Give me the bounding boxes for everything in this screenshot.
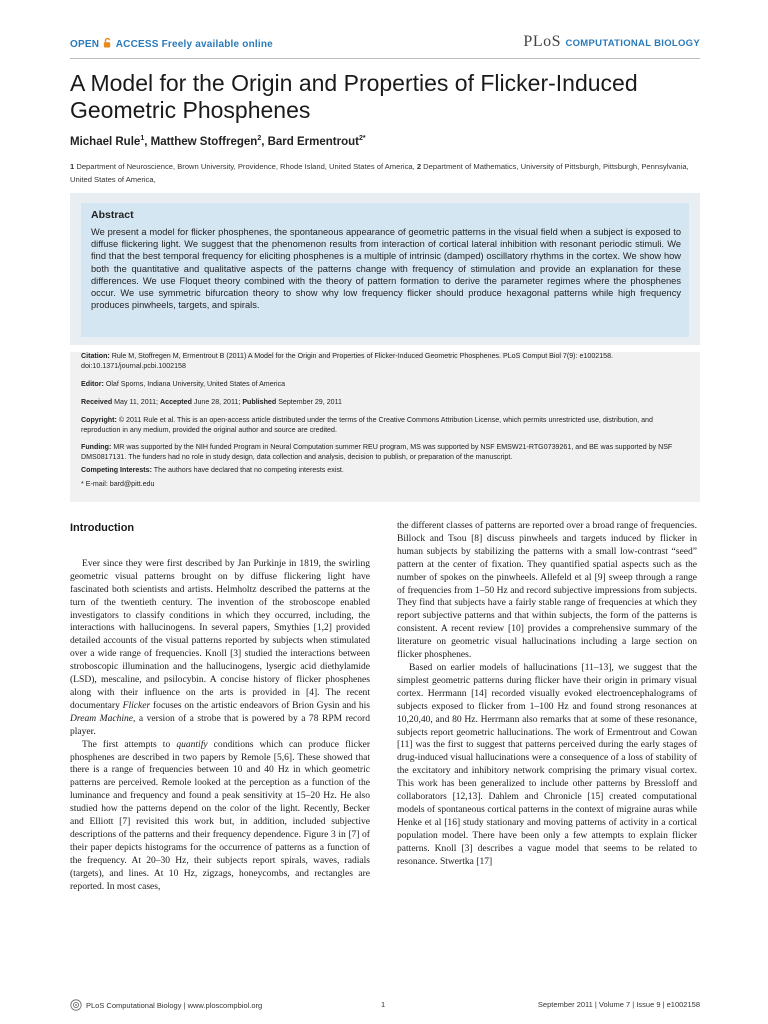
footer-issue-info: September 2011 | Volume 7 | Issue 9 | e1002158 [537, 1000, 700, 1009]
accepted-label: Accepted [160, 397, 192, 406]
citation-label: Citation: [81, 352, 110, 360]
affiliation-number: 1 [70, 162, 75, 171]
paragraph-text: Ever since they were first described by Jan Purkinje in 1819, the swirling geometric visual patterns brought on by diffuse flickering light have fascinated both scientists and artists. Helmholtz described the patterns at the turn of the twentieth century. The invention of the stroboscope enabled investigators to classify conditions in which they occurred, including, the interactions with hallucinogens. In several papers, Smythies [1,2] provided detailed accounts of the visual patterns reported by subjects when stimulated over a wide range of frequencies. Knoll [3] studied the interactions between stroboscopic illumination and the hallucinogens, lysergic acid diethylamide (LSD), mescaline, and psilocybin. A concise history of flicker phosphenes along with their influence on the arts is provided in [4]. The recent documentary [70, 557, 370, 711]
author-affiliation-mark: 2 [257, 135, 262, 142]
paragraph-text: The first attempts to [82, 738, 177, 750]
competing-interests-label: Competing Interests: [81, 466, 152, 475]
abstract-box [70, 193, 700, 345]
funding-text: MR was supported by the NIH funded Program in Neural Computation summer REU program, MS was supported by NSF EMSW21-RTG0739261, and BE was supported by NSF DMS0817131. The funders had no role in study design, data collection and analysis, decision to publish, or preparation of the manuscript. [81, 443, 673, 462]
published-label: Published [242, 397, 277, 406]
accepted-date: June 28, 2011; [191, 397, 243, 406]
body-paragraph: the different classes of patterns are reported over a broad range of frequencies. Billock and Tsou [8] discuss pinwheels and targets induced by flicker in human subjects by stabilizing the patterns with a small low-contrast “seed” pattern at the center of fixation. They quantified spatial aspects such as the number of spokes on the pinwheels. Allefeld et al [9] sweep through a range of frequencies from 1–50 Hz and record subjective impressions from subjects. They find that subjects have a fairly stable range of frequencies at which they report subjective patterns and that within subjects, the form of the patterns is consistent. A recent review [10] provides a comprehensive summary of the literature on geometric visual hallucinations including a large section on flicker phosphenes. [397, 520, 697, 661]
editor-label: Editor: [81, 379, 104, 388]
affiliation-text: Department of Neuroscience, Brown University, Providence, Rhode Island, United States of America, [74, 162, 417, 171]
abstract-panel [81, 203, 689, 337]
abstract-heading: Abstract [91, 209, 134, 221]
author-name: Matthew Stoffregen [150, 135, 258, 148]
author-list: Michael Rule$^1$, Matthew Stoffregen$^2$, Bard Ermentrout$^{2*}$ [70, 135, 366, 148]
journal-logo [523, 33, 700, 51]
body-paragraph: Based on earlier models of hallucinations [11–13], we suggest that the simplest geometric patterns during flicker have their origin in primary visual cortex. Herrmann [14] recorded visually evoked electroencephalograms of subjects exposed to flicker from 1–100 Hz and found strong resonances at 10,20,40, and 80 Hz. Herrmann also remarks that at some of these resonance, subjects report geometric hallucinations. The work of Ermentrout and Cowan [11] was the first to suggest that patterns perceived during the early stages of drug-induced visual hallucinations were a consequence of a loss of stability of the excitatory and inhibitory network comprising the primary visual cortex. This work has been generalized to include other patterns by Bressloff and collaborators [12,13]. Dahlem and Chronicle [15] created computational models of spontaneous cortical patterns in the context of migraine auras while Henke et al [16] study stationary and moving patterns of activity in a cortical population model. There have been only a few attempts to explain flicker patterns. Knoll [3] describes a vague model that seems to be related to resonance. Stwertka [17] [397, 661, 697, 867]
footer-journal [70, 999, 262, 1011]
page-footer [70, 999, 700, 1013]
affiliation-number: 2 [416, 162, 422, 171]
paper-title: A Model for the Origin and Properties of Flicker-Induced Geometric Phosphenes [70, 70, 638, 123]
journal-header [70, 32, 700, 56]
section-heading-introduction: Introduction [70, 522, 135, 534]
open-lock-icon [103, 38, 112, 48]
open-access-prefix: OPEN [70, 39, 100, 50]
plos-logo-icon [70, 999, 82, 1011]
author-affiliation-mark: 2* [358, 135, 366, 142]
published-date: September 29, 2011 [276, 397, 342, 406]
affiliation-text: Department of Mathematics, University of Pittsburgh, Pittsburgh, Pennsylvania, United States of America, [70, 162, 689, 184]
received-date: May 11, 2011; [112, 397, 161, 406]
body-column-left [70, 522, 370, 893]
page-number: 1 [381, 1000, 386, 1009]
italic-term: Flicker [122, 699, 151, 711]
affiliations [70, 160, 702, 186]
author-affiliation-mark: 1 [140, 135, 145, 142]
journal-plos: PLoS [523, 33, 561, 50]
paragraph-text: conditions which can produce flicker phosphenes are described in two papers by Remole [5,6]. These showed that there is a range of frequencies between 10 and 40 Hz in which geometric patterns are perceived. Remole looked at the perception as a function of the luminance and frequency and found a peak sensitivity at 15–20 Hz. He also studied how the patterns depend on the color of the light. Recently, Becker and Elliott [7] revisited this work but, in addition, included subjective descriptions of the patterns and their frequency dependence. Figure 3 in [7] of their paper depicts histograms for the occurrence of patterns as a function of the frequency. At 20–30 Hz, their subjects report spirals, waves, radials (targets), and lines. At 10 Hz, zigzags, honeycombs, and rectangles are reported. In most cases, [70, 738, 371, 892]
copyright-text: © 2011 Rule et al. This is an open-access article distributed under the terms of the Creative Commons Attribution License, which permits unrestricted use, distribution, and reproduction in any medium, provided the original author and source are credited. [81, 415, 653, 434]
contact-email[interactable]: * E-mail: bard@pitt.edu [81, 480, 155, 489]
editor-text: Olaf Sporns, Indiana University, United States of America [103, 379, 286, 388]
received-label: Received [81, 397, 113, 406]
open-access-suffix: ACCESS Freely available online [115, 39, 273, 50]
journal-name: COMPUTATIONAL BIOLOGY [565, 38, 700, 49]
citation-text: Rule M, Stoffregen M, Ermentrout B (2011) A Model for the Origin and Properties of Flicker-Induced Geometric Phosphenes. PLoS Comput Biol 7(9): e1002158. doi:10.1371/journal.pcbi.1002158 [81, 352, 614, 370]
header-divider [70, 58, 700, 59]
copyright-label: Copyright: [81, 415, 117, 424]
footer-journal-text: PLoS Computational Biology | www.ploscompbiol.org [86, 1000, 263, 1010]
body-paragraph [70, 739, 370, 894]
italic-term: Dream Machine [70, 712, 134, 724]
author-name: Bard Ermentrout [267, 135, 359, 148]
open-access-badge [70, 38, 273, 50]
paragraph-text: , a version of a strobe that is powered by a 78 RPM record player. [70, 712, 370, 737]
article-metadata [70, 352, 700, 502]
funding-label: Funding: [81, 443, 112, 452]
italic-term: quantify [176, 738, 208, 750]
body-paragraph [70, 558, 370, 739]
body-column-right [397, 520, 697, 868]
competing-interests-text: The authors have declared that no competing interests exist. [151, 466, 344, 475]
abstract-text: We present a model for flicker phosphenes, the spontaneous appearance of geometric patterns in the visual field when a subject is exposed to diffuse flickering light. We suggest that the phenomenon results from interaction of cortical lateral inhibition with resonant periodic stimuli. We find that the best temporal frequency for eliciting phosphenes is a multiple of intrinsic (damped) oscillatory rhythms in the cortex. We show how both the quantitative and qualitative aspects of the patterns change with frequency of stimulation and provide an explanation for these differences. We use Floquet theory combined with the theory of pattern formation to derive the parameter regimes where the phosphenes occur. We use symmetric bifurcation theory to show why low frequency flicker should produce hexagonal patterns while high frequency produces pinwheels, targets, and spirals. [91, 227, 681, 311]
paragraph-text: focuses on the artistic endeavors of Brion Gysin and his [150, 699, 370, 711]
author-name: Michael Rule [70, 135, 141, 148]
